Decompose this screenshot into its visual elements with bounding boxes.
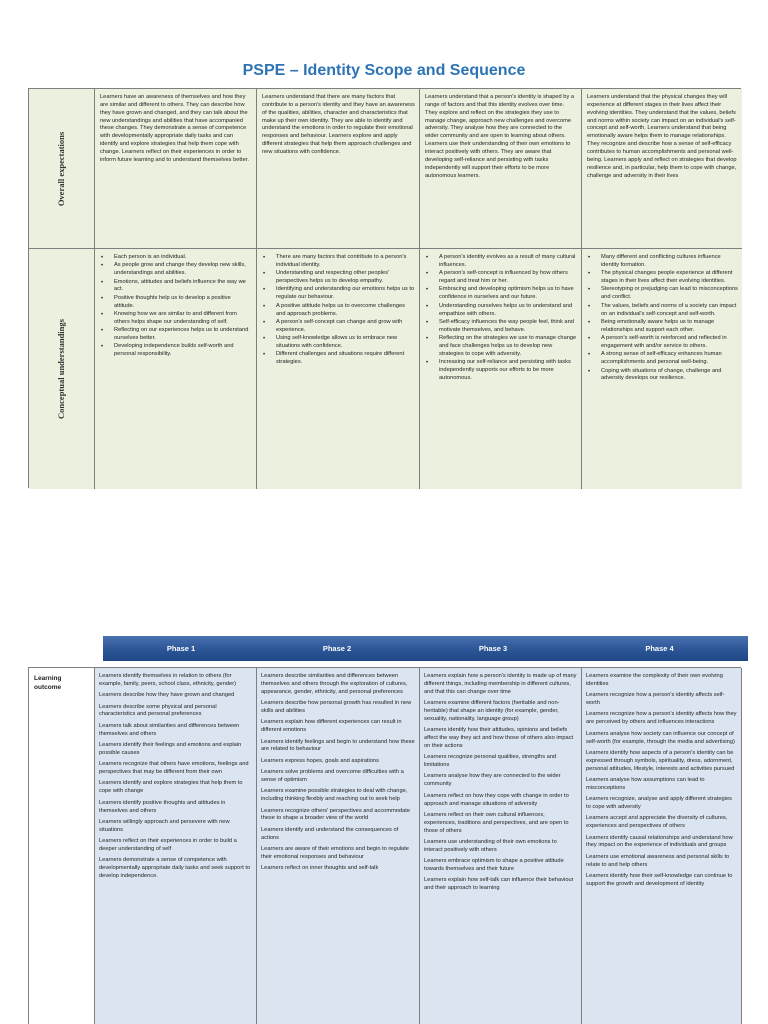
bullet-item: • Developing independence builds self-worth and personal responsibility. (100, 343, 252, 359)
outcome-item: Learners recognize, analyse and apply different strategies to cope with adversity (586, 796, 732, 811)
phase-1-header: Phase 1 (166, 644, 196, 653)
overall-expectations-phase-4: Learners understand that the physical changes they will experience at different stages in their lives affect their evolving identities. They understand that the values, beliefs and norms within society can impact on an individual's self-concept and self-worth. Learners understand that being emotionally aware helps them to manage relationships. They recognize and describe how a sense of self-efficacy contributes to human accomplishments and personal well-being. Learners apply and reflect on strategies that develop resilience and, in particular, help them to cope with change, challenge and adversity in their lives (582, 89, 742, 249)
learning-outcome-phase-3 (420, 668, 582, 1024)
bullet-list (425, 254, 577, 383)
outcome-item: Learners identify positive thoughts and attitudes in themselves and others (99, 799, 226, 814)
phase-header-bar (103, 636, 748, 661)
outcome-item: Learners identify how their attitudes, opinions and beliefs affect the way they act and how those of others also impact on their actions (424, 727, 574, 749)
outcome-item: Learners recognize others' perspectives and accommodate these to shape a broader view of the world (261, 807, 411, 822)
outcome-item: Learners identify their feelings and emotions and explain possible causes (99, 742, 242, 756)
bullet-item: • A positive attitude helps us to overcome challenges and approach problems. (262, 303, 415, 319)
bullet-item: • Using self-knowledge allows us to embrace new situations with confidence. (262, 335, 415, 351)
outcome-item: Learners identify feelings and begin to understand how these are related to behaviour (261, 738, 415, 753)
conceptual-understandings-phase-1 (95, 249, 257, 489)
bullet-item: • Stereotyping or prejudging can lead to misconceptions and conflict. (587, 286, 738, 302)
outcome-item: Learners willingly approach and persevere with new situations (99, 818, 230, 833)
outcome-item: Learners analyse how society can influence our concept of self-worth (for example, through the media and advertising) (586, 730, 735, 745)
outcome-item: Learners describe some physical and personal characteristics and personal preferences (99, 703, 217, 718)
outcome-item: Learners examine the complexity of their own evolving identities (586, 673, 723, 687)
outcome-item: Learners analyse how they are connected to the wider community (424, 773, 561, 788)
outcome-item: Learners explain how self-talk can influence their behaviour and their approach to learning (424, 877, 574, 892)
bullet-item: • The physical changes people experience at different stages in their lives affect their evolving identities. (587, 270, 738, 286)
bullet-item: • Each person is an individual. (100, 254, 252, 262)
outcome-item: Learners use emotional awareness and personal skills to relate to and help others (586, 853, 730, 868)
bullet-item: • A person's self-worth is reinforced and reflected in engagement with and/or service to others. (587, 335, 738, 351)
outcome-item: Learners identify themselves in relation to others (for example, family, peers, school class, ethnicity, gender) (99, 673, 236, 687)
overall-expectations-phase-1: Learners have an awareness of themselves and how they are similar and different to others. They can describe how they have grown and changed, and they can talk about the new understandings and abilities that have accompanied these changes. They demonstrate a sense of competence with developmentally appropriate daily tasks and can identify and explore strategies that help them cope with change. Learners reflect on their experiences in order to inform future learning and to understand themselves better. (95, 89, 257, 249)
learning-outcome-phase-1 (95, 668, 257, 1024)
outcome-item: Learners describe how they have grown and changed (99, 692, 235, 699)
outcome-item: Learners reflect on how they cope with change in order to approach and manage situations of adversity (424, 792, 569, 807)
outcome-item: Learners embrace optimism to shape a positive attitude towards themselves and their future (424, 858, 564, 873)
bullet-item: • Different challenges and situations require different strategies. (262, 351, 415, 367)
outcome-item: Learners talk about similarities and differences between themselves and others (99, 722, 240, 737)
bullet-item: • A person's self-concept can change and grow with experience. (262, 319, 415, 335)
outcome-item: Learners explain how a person's identity is made up of many different things, including membership in different cultures, and that this can change over time (424, 673, 577, 695)
outcome-item: Learners identify and explore strategies that help them to cope with change (99, 780, 243, 795)
bullet-list (587, 254, 738, 383)
bullet-item: • Reflecting on our experiences helps us to understand ourselves better. (100, 327, 252, 343)
phase-3-header: Phase 3 (478, 644, 508, 653)
outcome-item: Learners reflect on their own cultural influences, experiences, traditions and perspectives, and are open to those of others (424, 811, 569, 834)
bullet-item: • Being emotionally aware helps us to manage relationships and support each other. (587, 319, 738, 335)
bullet-item: • Reflecting on the strategies we use to manage change and face challenges helps us to develop new strategies to cope with adversity. (425, 335, 577, 359)
outcome-item: Learners reflect on their experiences in order to build a deeper understanding of self (99, 838, 237, 852)
bullet-item: • Embracing and developing optimism helps us to have confidence in ourselves and our future. (425, 286, 577, 302)
outcome-item: Learners use understanding of their own emotions to interact positively with others (424, 838, 557, 853)
row-label: Conceptual understandings (55, 319, 66, 419)
bullet-item: • Many different and conflicting cultures influence identity formation. (587, 254, 738, 270)
bullet-list (262, 254, 415, 367)
outcome-item: Learners accept and appreciate the diversity of cultures, experiences and perspectives of others (586, 815, 728, 830)
outcome-item: Learners identify how aspects of a person's identity can be expressed through symbols, spirituality, dress, adornment, personal attitudes, lifestyle, interests and activities pursued (586, 749, 735, 772)
row-label: Overall expectations (55, 131, 66, 206)
outcome-item: Learners identify causal relationships and understand how they impact on the experience of individuals and groups (586, 834, 733, 849)
outcome-item: Learners demonstrate a sense of competence with developmentally appropriate daily tasks and seek support to develop independence. (99, 857, 251, 880)
conceptual-understandings-phase-3 (420, 249, 582, 489)
phase-2-header: Phase 2 (322, 644, 352, 653)
outcome-item: Learners reflect on inner thoughts and self-talk (261, 865, 379, 872)
outcome-item: Learners examine possible strategies to deal with change, including thinking flexibly and reaching out to seek help (261, 788, 408, 803)
bullet-item: • A person's identity evolves as a result of many cultural influences. (425, 254, 577, 270)
conceptual-understandings-phase-4 (582, 249, 742, 489)
bullet-item: • The values, beliefs and norms of a society can impact on an individual's self-concept and self-worth. (587, 303, 738, 319)
bullet-item: • As people grow and change they develop new skills, understandings and abilities. (100, 262, 252, 278)
outcome-item: Learners analyse how assumptions can lead to misconceptions (586, 776, 705, 791)
bullet-item: • A strong sense of self-efficacy enhances human accomplishments and personal well-being. (587, 351, 738, 367)
outcome-item: Learners solve problems and overcome difficulties with a sense of optimism (261, 769, 404, 783)
outcome-item: Learners identify how their self-knowledge can continue to support the growth and development of identity (586, 873, 733, 887)
bullet-list (100, 254, 252, 359)
learning-outcome-phase-4 (582, 668, 742, 1024)
learning-outcome-phase-2 (257, 668, 420, 1024)
bullet-item: • A person's self-concept is influenced by how others regard and treat him or her. (425, 270, 577, 286)
outcome-item: Learners describe similarities and differences between themselves and others through the exploration of cultures, appearance, gender, ethnicity, and personal preferences (261, 673, 408, 695)
phase-4-header: Phase 4 (645, 644, 674, 653)
learning-outcome-table (28, 667, 741, 1024)
learning-outcome-label: Learning outcome (29, 668, 95, 1024)
bullet-item: • Knowing how we are similar to and different from others helps shape our understanding of self. (100, 311, 252, 327)
overall-expectations-phase-3: Learners understand that a person's identity is shaped by a range of factors and that this identity evolves over time. They explore and reflect on the strategies they use to manage change, approach new challenges and overcome adversity. They analyse how they are connected to the wider community and are open to learning about others. Learners use their understanding of their own emotions to interact positively with others. They are aware that developing self-reliance and persisting with tasks independently will support their efforts to be more autonomous learners. (420, 89, 582, 249)
overall-expectations-phase-2: Learners understand that there are many factors that contribute to a person's identity and they have an awareness of the qualities, abilities, character and characteristics that make up their own identity. They are able to identify and understand the emotions in order to regulate their emotional responses and behaviour. Learners explore and apply different strategies that help them approach challenges and new situations with confidence. (257, 89, 420, 249)
outcome-item: Learners examine different factors (heritable and non-heritable) that shape an identity (for example, gender, sexuality, nationality, language group) (424, 700, 560, 722)
bullet-item: • Positive thoughts help us to develop a positive attitude. (100, 295, 252, 311)
outcome-item: Learners describe how personal growth has resulted in new skills and abilities (261, 700, 412, 714)
bullet-item: • Increasing our self-reliance and persisting with tasks independently supports our efforts to be more autonomous. (425, 359, 577, 383)
scope-table (28, 88, 741, 488)
bullet-item: • Understanding and respecting other peoples' perspectives helps us to develop empathy. (262, 270, 415, 286)
outcome-item: Learners recognize how a person's identity affects how they are perceived by others and influences interactions (586, 711, 737, 726)
bullet-item: • Self-efficacy influences the way people feel, think and motivate themselves, and behave. (425, 319, 577, 335)
bullet-item: • Emotions, attitudes and beliefs influence the way we act. (100, 279, 252, 295)
row-header-conceptual-understandings (29, 249, 95, 489)
outcome-item: Learners are aware of their emotions and begin to regulate their emotional responses and behaviour (261, 845, 409, 860)
outcome-item: Learners recognize how a person's identity affects self-worth (586, 692, 725, 707)
outcome-item: Learners recognize that others have emotions, feelings and perspectives that may be different from their own (99, 761, 249, 776)
outcome-item: Learners recognize personal qualities, strengths and limitations (424, 754, 557, 769)
bullet-item: • Understanding ourselves helps us to understand and empathize with others. (425, 303, 577, 319)
conceptual-understandings-phase-2 (257, 249, 420, 489)
bullet-item: • There are many factors that contribute to a person's individual identity. (262, 254, 415, 270)
outcome-item: Learners explain how different experiences can result in different emotions (261, 719, 402, 734)
outcome-item: Learners express hopes, goals and aspirations (261, 757, 379, 764)
page-title: PSPE – Identity Scope and Sequence (242, 62, 526, 79)
bullet-item: • Coping with situations of change, challenge and adversity develops our resilience. (587, 368, 738, 384)
bullet-item: • Identifying and understanding our emotions helps us to regulate our behaviour. (262, 286, 415, 302)
outcome-item: Learners identify and understand the consequences of actions (261, 826, 399, 841)
row-header-overall-expectations (29, 89, 95, 249)
